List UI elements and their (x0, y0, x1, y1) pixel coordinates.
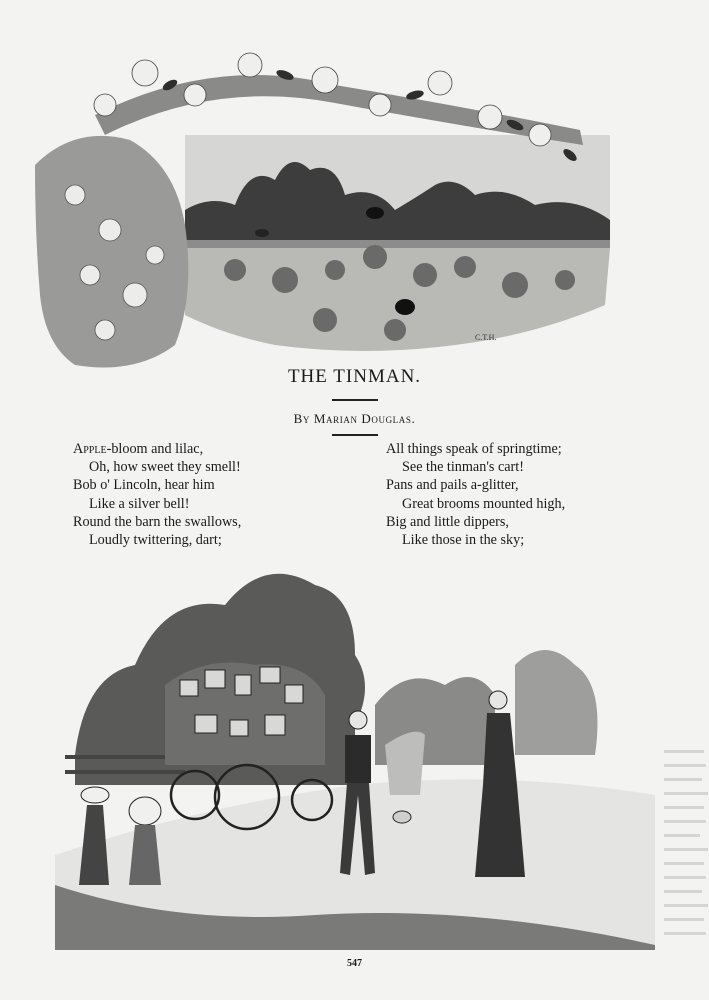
byline-rule (332, 434, 378, 436)
stanza-right (386, 440, 676, 549)
bottom-illustration-tinman-cart (55, 555, 655, 950)
drop-cap-word: Apple (73, 441, 107, 457)
verse-line: Big and little dippers, (386, 513, 509, 530)
verse-line: Loudly twittering, dart; (89, 532, 222, 549)
verse-line: Like a silver bell! (89, 495, 190, 512)
verse-line: Great brooms mounted high, (402, 495, 566, 512)
title-rule (332, 399, 378, 401)
bleed-through-texture (664, 750, 709, 960)
verse-line: Bob o' Lincoln, hear him (73, 477, 215, 494)
byline-prefix: By (293, 411, 311, 426)
poem-title: THE TINMAN. (287, 366, 422, 387)
verse-line: Pans and pails a-glitter, (386, 477, 519, 494)
stanza-left (73, 440, 353, 549)
verse-line: Oh, how sweet they smell! (89, 459, 241, 476)
illustrator-signature: C.T.H. (475, 333, 497, 342)
top-illustration-meadow (35, 45, 625, 375)
verse-line: See the tinman's cart! (402, 459, 524, 476)
verse-line: All things speak of springtime; (386, 441, 562, 457)
meadow-engraving (35, 45, 625, 375)
byline (0, 411, 709, 427)
verse-line: Like those in the sky; (402, 532, 525, 549)
verse-line: Round the barn the swallows, (73, 513, 242, 530)
tinman-engraving (55, 555, 655, 950)
page-number: 547 (347, 958, 362, 969)
verse-line: Apple-bloom and lilac, (73, 441, 204, 457)
author-name: Marian Douglas. (313, 411, 416, 426)
